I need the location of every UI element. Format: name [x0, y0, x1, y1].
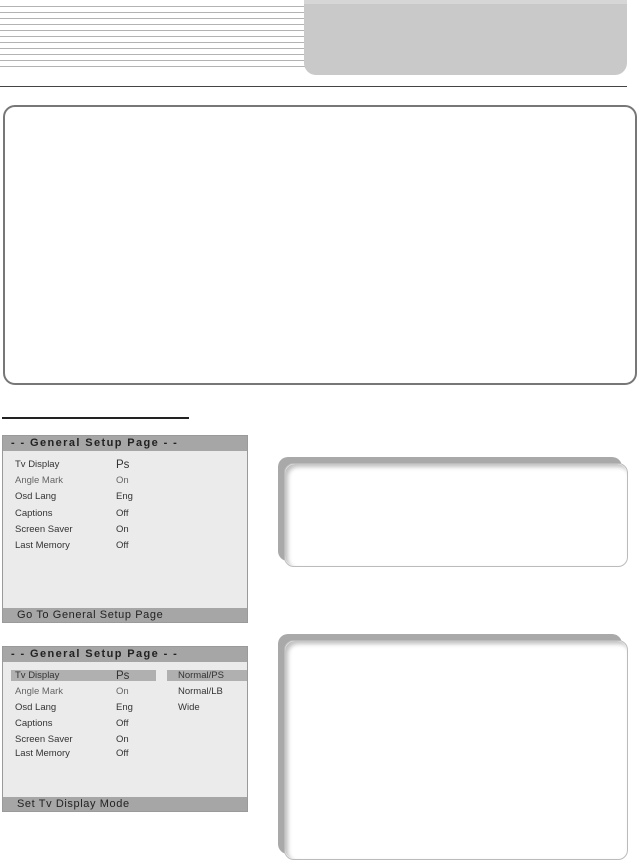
- menu-value: On: [116, 686, 129, 697]
- menu-value: On: [116, 734, 129, 745]
- menu-label: Angle Mark: [15, 475, 64, 486]
- menu-label: Tv Display: [15, 459, 60, 470]
- menu-value: Ps: [116, 670, 130, 682]
- menu-label: Osd Lang: [15, 702, 57, 713]
- menu-row-screen-saver[interactable]: [3, 523, 247, 537]
- menu-row-angle-mark[interactable]: [3, 474, 247, 488]
- menu-value: On: [116, 475, 129, 486]
- menu-row-osd-lang[interactable]: [3, 490, 247, 504]
- menu-value: On: [116, 524, 129, 535]
- osd-screen-tv-display: [2, 646, 248, 812]
- osd-status-bar: Go To General Setup Page: [3, 608, 247, 622]
- content-box: [3, 105, 637, 385]
- osd-status-bar: Set Tv Display Mode: [3, 797, 247, 811]
- osd-screen-general-setup: [2, 435, 248, 623]
- option-label: Normal/LB: [178, 686, 223, 697]
- osd-title: - - General Setup Page - -: [3, 436, 247, 451]
- menu-row-screen-saver[interactable]: [3, 733, 247, 747]
- option-label: Normal/PS: [178, 670, 224, 681]
- option-normal-ps[interactable]: [167, 669, 247, 683]
- option-wide[interactable]: [167, 701, 247, 715]
- menu-label: Osd Lang: [15, 491, 57, 502]
- menu-label: Last Memory: [15, 748, 70, 759]
- menu-value: Off: [116, 508, 129, 519]
- note-box: [284, 463, 628, 567]
- menu-label: Tv Display: [15, 670, 60, 681]
- menu-value: Off: [116, 718, 129, 729]
- menu-label: Screen Saver: [15, 524, 73, 535]
- menu-row-captions[interactable]: [3, 717, 247, 731]
- menu-value: Ps: [116, 459, 130, 471]
- header-stripes: [0, 6, 305, 68]
- menu-row-tv-display[interactable]: [3, 458, 247, 472]
- menu-row-last-memory[interactable]: [3, 539, 247, 553]
- menu-row-last-memory[interactable]: [3, 747, 247, 761]
- menu-value: Eng: [116, 491, 133, 502]
- option-normal-lb[interactable]: [167, 685, 247, 699]
- header-tab: [304, 0, 627, 75]
- menu-label: Screen Saver: [15, 734, 73, 745]
- option-label: Wide: [178, 702, 200, 713]
- header-divider: [0, 86, 627, 87]
- section-heading-underline: [2, 417, 189, 419]
- menu-row-captions[interactable]: [3, 507, 247, 521]
- menu-label: Captions: [15, 718, 53, 729]
- menu-label: Captions: [15, 508, 53, 519]
- note-box: [284, 640, 628, 860]
- osd-title: - - General Setup Page - -: [3, 647, 247, 662]
- menu-value: Eng: [116, 702, 133, 713]
- menu-value: Off: [116, 540, 129, 551]
- menu-label: Last Memory: [15, 540, 70, 551]
- menu-value: Off: [116, 748, 129, 759]
- menu-label: Angle Mark: [15, 686, 64, 697]
